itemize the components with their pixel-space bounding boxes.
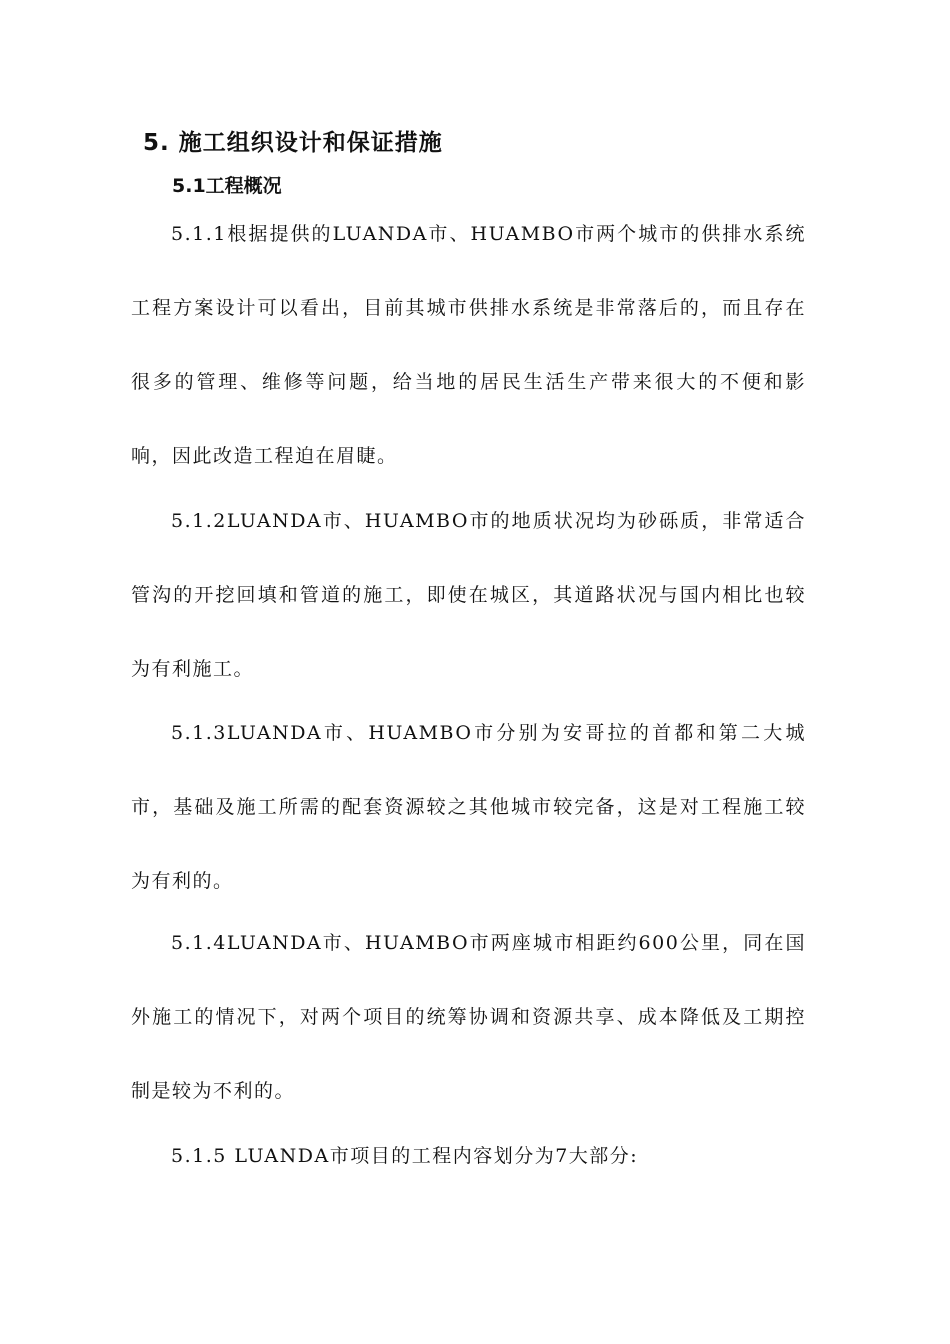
section-heading: 5.1工程概况 — [172, 175, 282, 197]
paragraph-5-1-2: 5.1.2LUANDA市、HUAMBO市的地质状况均为砂砾质，非常适合管沟的开挖回填和管道的施工，即使在城区，其道路状况与国内相比也较为有利施工。 — [131, 510, 806, 680]
paragraph-5-1-5: 5.1.5 LUANDA市项目的工程内容划分为7大部分: — [171, 1145, 639, 1167]
chapter-heading: 5. 施工组织设计和保证措施 — [143, 130, 443, 156]
paragraph-5-1-1: 5.1.1根据提供的LUANDA市、HUAMBO市两个城市的供排水系统工程方案设计可以看出，目前其城市供排水系统是非常落后的，而且存在很多的管理、维修等问题，给当地的居民生活生产带来很大的不便和影响，因此改造工程迫在眉睫。 — [131, 223, 806, 467]
paragraph-5-1-4: 5.1.4LUANDA市、HUAMBO市两座城市相距约600公里，同在国外施工的情况下，对两个项目的统筹协调和资源共享、成本降低及工期控制是较为不利的。 — [131, 932, 806, 1102]
paragraph-5-1-3: 5.1.3LUANDA市、HUAMBO市分别为安哥拉的首都和第二大城市，基础及施工所需的配套资源较之其他城市较完备，这是对工程施工较为有利的。 — [131, 722, 806, 892]
